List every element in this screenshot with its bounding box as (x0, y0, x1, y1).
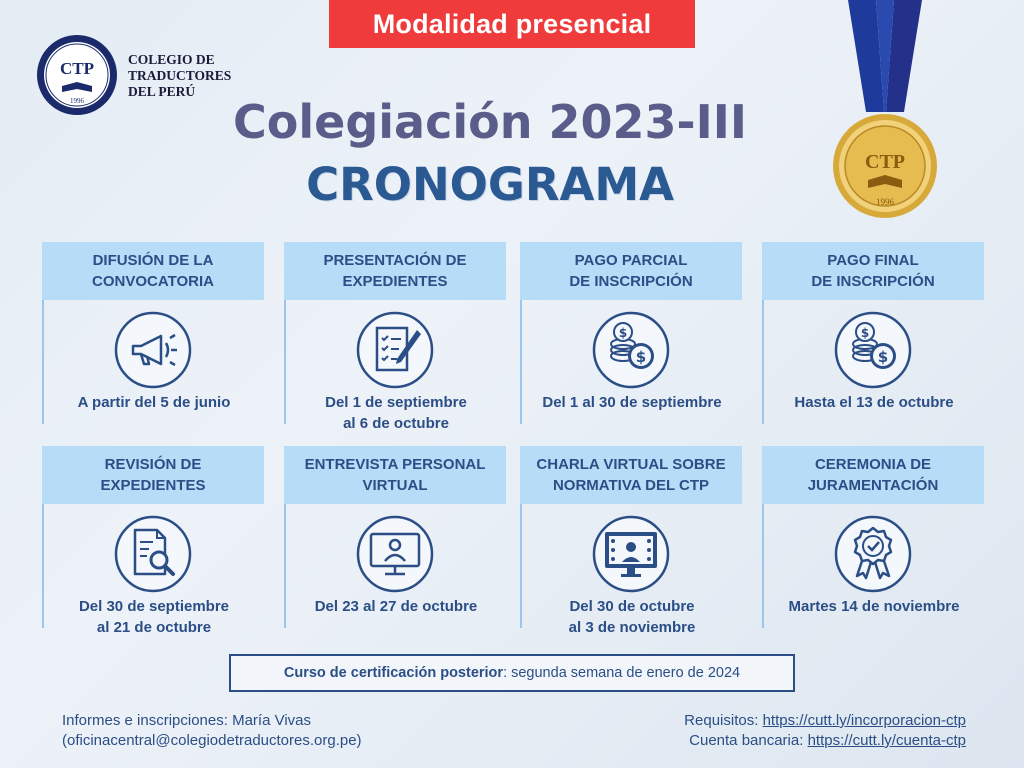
requirements-link[interactable]: https://cutt.ly/incorporacion-ctp (762, 712, 966, 729)
bank-account-link[interactable]: https://cutt.ly/cuenta-ctp (807, 732, 966, 749)
logo-letters: CTP (60, 59, 94, 78)
card-date: Del 1 al 30 de septiembre (542, 394, 722, 411)
card-title: PAGO PARCIAL DE INSCRIPCIÓN (520, 242, 742, 300)
org-name-line3: DEL PERÚ (128, 84, 196, 99)
card-title: PAGO FINAL DE INSCRIPCIÓN (762, 242, 984, 300)
card-date: Hasta el 13 de octubre (794, 394, 954, 411)
modality-banner: Modalidad presencial (329, 0, 695, 48)
video-call-icon (355, 514, 435, 594)
info-email[interactable]: (oficinacentral@colegiodetraductores.org.pe) (62, 732, 362, 749)
card-title: ENTREVISTA PERSONAL VIRTUAL (284, 446, 506, 504)
award-badge-icon (833, 514, 913, 594)
footer-links: Requisitos: https://cutt.ly/incorporacion-ctp Cuenta bancaria: https://cutt.ly/cuenta-ctp (684, 712, 966, 749)
card-date: Del 30 de septiembre al 21 de octubre (78, 598, 230, 636)
card-date: Martes 14 de noviembre (788, 598, 960, 615)
card-date: Del 30 de octubre al 3 de noviembre (568, 598, 696, 636)
svg-text:$: $ (877, 348, 889, 366)
svg-text:$: $ (618, 326, 628, 340)
schedule-card-pago-parcial (520, 242, 742, 424)
document-pen-icon (355, 310, 435, 390)
info-label: Informes e inscripciones (62, 712, 224, 729)
schedule-card-pago-final (762, 242, 984, 424)
card-title: PRESENTACIÓN DE EXPEDIENTES (284, 242, 506, 300)
logo-year: 1996 (70, 97, 84, 105)
schedule-card-charla (520, 446, 742, 636)
schedule-card-entrevista (284, 446, 506, 628)
medal-letters: CTP (865, 151, 905, 173)
bank-account-label: Cuenta bancaria (689, 732, 800, 749)
card-title: DIFUSIÓN DE LA CONVOCATORIA (42, 242, 264, 300)
info-name: : María Vivas (223, 712, 311, 729)
certification-label: Curso de certificación posterior (283, 665, 504, 681)
schedule-card-revision (42, 446, 264, 636)
page-title: Colegiación 2023-III (233, 95, 747, 149)
document-search-icon (113, 514, 193, 594)
card-title: CHARLA VIRTUAL SOBRE NORMATIVA DEL CTP (520, 446, 742, 504)
schedule-card-presentacion (284, 242, 506, 432)
svg-text:$: $ (860, 326, 870, 340)
svg-text:$: $ (635, 348, 647, 366)
org-name-line1: COLEGIO DE (128, 52, 215, 67)
org-name (128, 52, 231, 100)
card-title: REVISIÓN DE EXPEDIENTES (42, 446, 264, 504)
card-date: A partir del 5 de junio (77, 394, 231, 411)
megaphone-icon (113, 310, 193, 390)
footer-contact (62, 711, 362, 751)
coins-icon (833, 310, 913, 390)
card-date: Del 23 al 27 de octubre (314, 598, 478, 615)
schedule-card-difusion (42, 242, 264, 424)
coins-icon (591, 310, 671, 390)
card-date: Del 1 de septiembre al 6 de octubre (325, 394, 467, 432)
card-title: CEREMONIA DE JURAMENTACIÓN (762, 446, 984, 504)
certification-text: : segunda semana de enero de 2024 (503, 665, 741, 681)
medal-year: 1996 (876, 197, 894, 207)
certification-note (229, 654, 795, 692)
org-name-line2: TRADUCTORES (128, 68, 232, 83)
schedule-card-ceremonia (762, 446, 984, 628)
requirements-label: Requisitos (684, 712, 755, 729)
page-subtitle: CRONOGRAMA (306, 158, 674, 211)
webinar-icon (591, 514, 671, 594)
